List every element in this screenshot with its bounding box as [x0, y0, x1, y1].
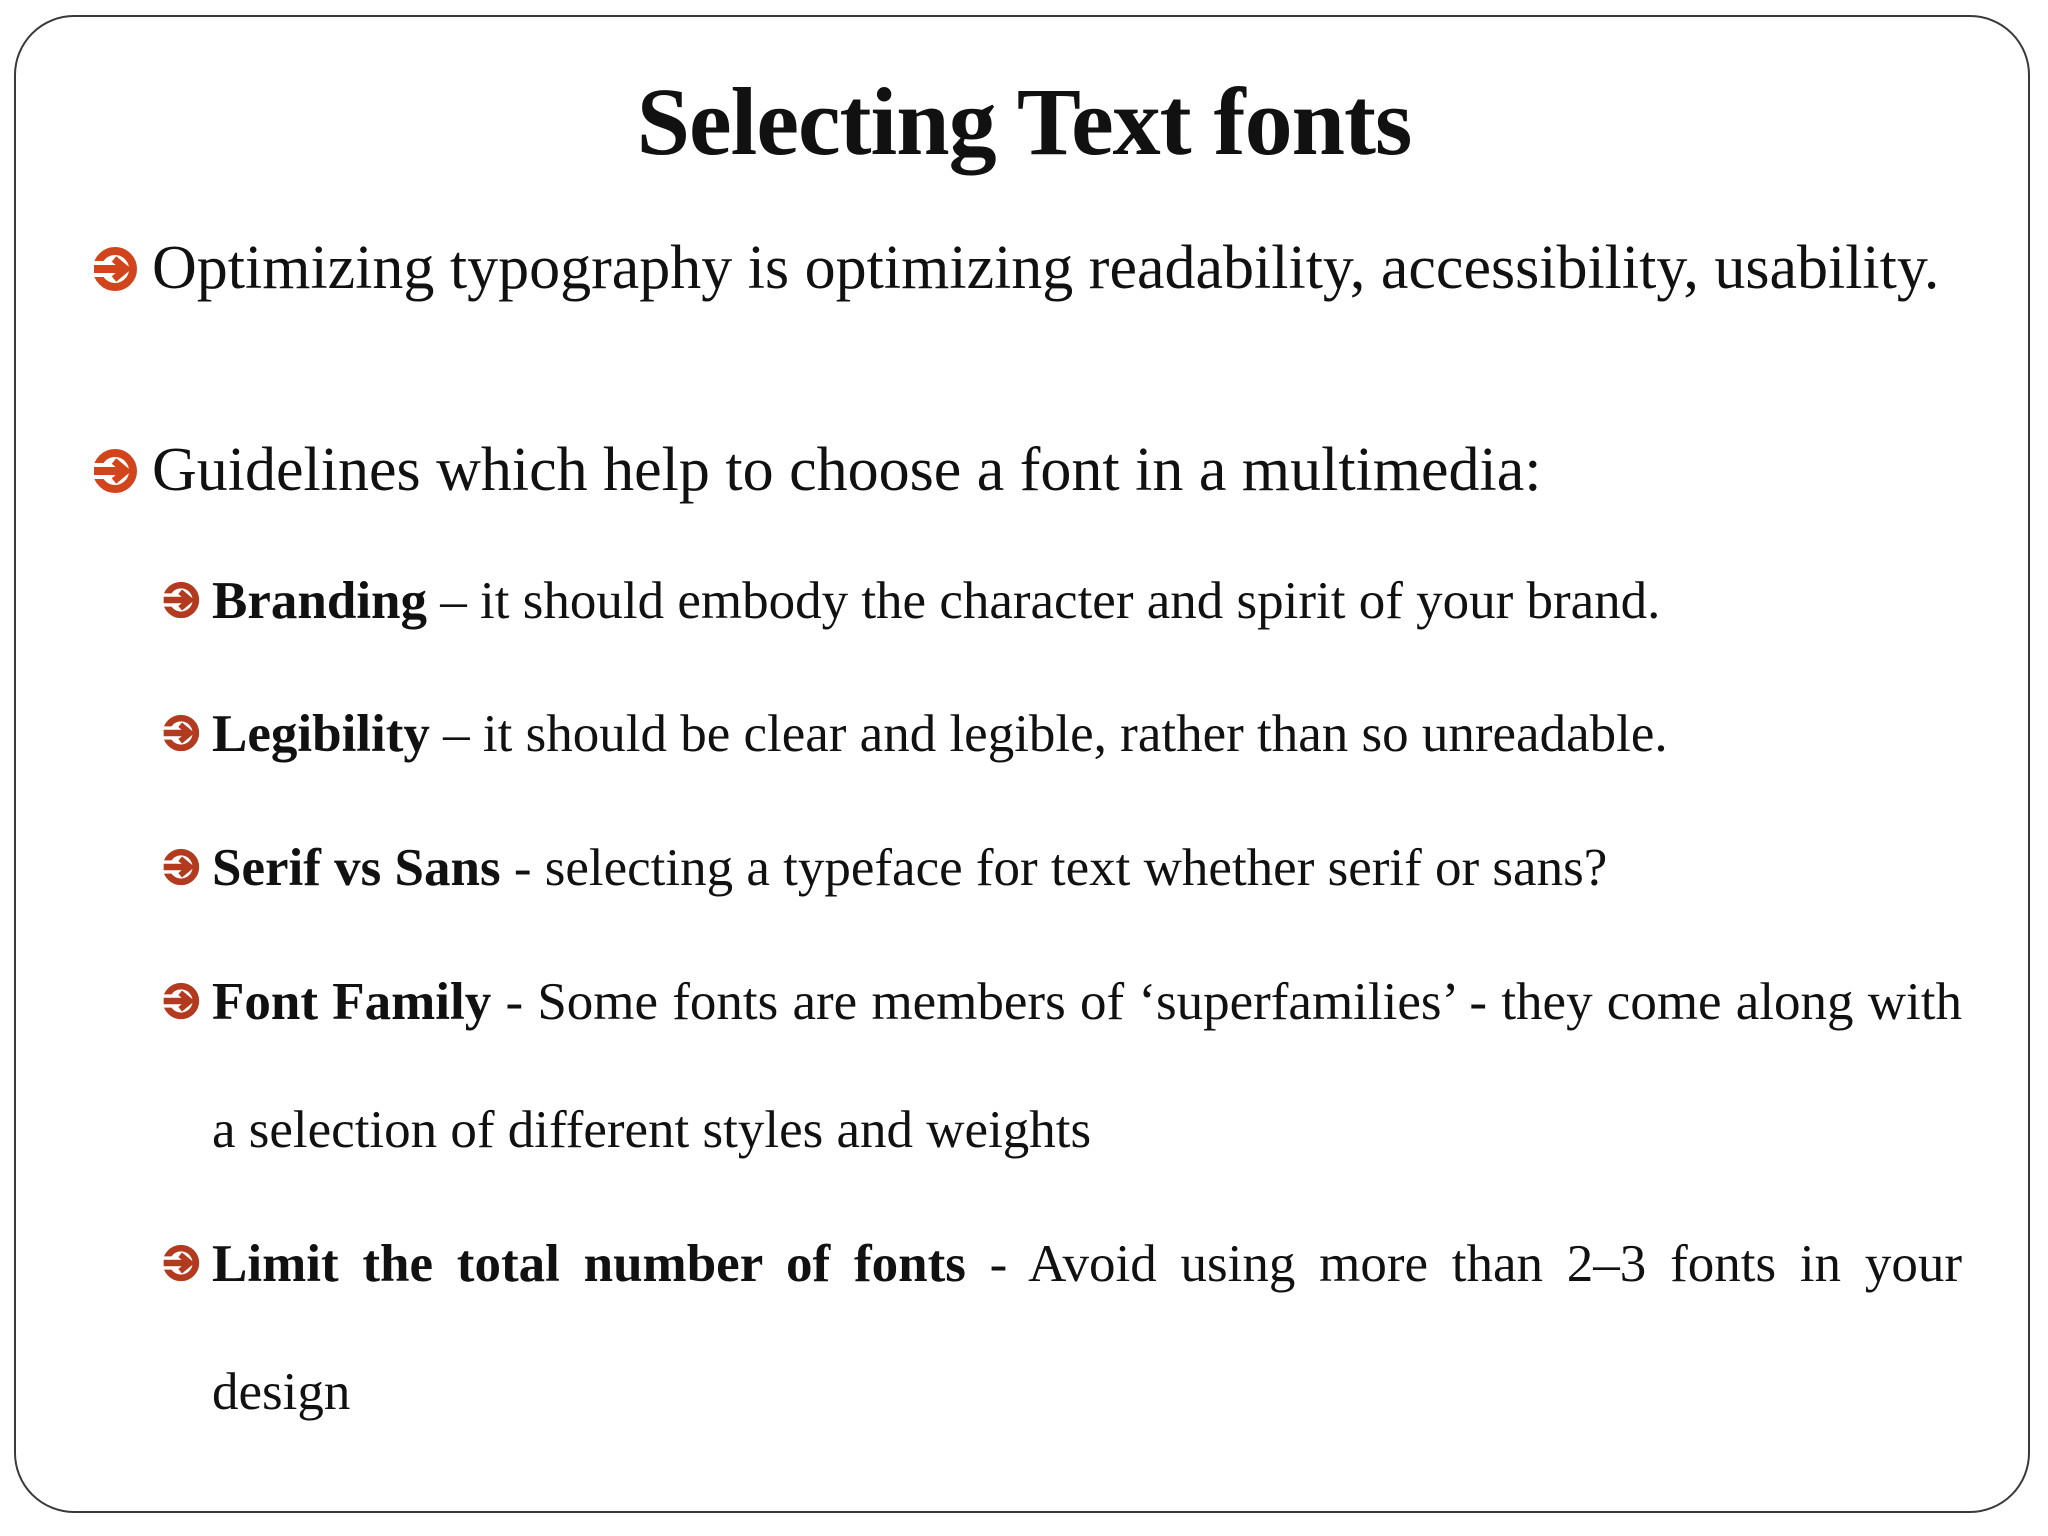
circled-arrow-right-icon	[92, 448, 152, 494]
sub-bullet-item	[162, 537, 1962, 665]
sub-bullet-item	[162, 938, 1962, 1194]
bullet-text: Optimizing typography is optimizing readability, accessibility, usability.	[152, 234, 1940, 302]
sub-bullet-description: - selecting a typeface for text whether serif or sans?	[500, 839, 1608, 897]
sub-bullet-text	[212, 537, 1962, 665]
sub-bullet-description: – it should be clear and legible, rather than so unreadable.	[429, 705, 1668, 763]
circled-arrow-right-icon	[162, 1244, 212, 1282]
sub-bullet-keyword: Font Family	[212, 973, 492, 1031]
sub-bullet-item	[162, 670, 1962, 798]
sub-bullet-keyword: Branding	[212, 572, 428, 630]
sub-bullet-keyword: Legibility	[212, 705, 430, 763]
circled-arrow-right-icon	[162, 982, 212, 1020]
sub-bullet-text	[212, 1200, 1962, 1456]
sub-bullet-keyword: Limit the total number of fonts	[212, 1235, 966, 1293]
sub-bullet-description: - Some fonts are members of ‘superfamilies’ - they come along with a selection of different styles and weights	[212, 973, 1963, 1159]
sub-bullet-text	[212, 670, 1962, 798]
circled-arrow-right-icon	[162, 848, 212, 886]
slide-title: Selecting Text fonts	[636, 68, 1412, 175]
sub-bullet-text	[212, 804, 1962, 932]
circled-arrow-right-icon	[92, 246, 152, 292]
sub-bullet-keyword: Serif vs Sans	[212, 839, 501, 897]
sub-bullet-description: - Avoid using more than 2–3 fonts in your design	[212, 1235, 1962, 1421]
sub-bullet-item	[162, 804, 1962, 932]
bullet-text: Guidelines which help to choose a font in a multimedia:	[152, 436, 1542, 504]
bullet-item	[92, 424, 1962, 516]
circled-arrow-right-icon	[162, 714, 212, 752]
circled-arrow-right-icon	[162, 581, 212, 619]
sub-bullet-item	[162, 1200, 1962, 1456]
bullet-item	[92, 222, 1962, 314]
sub-bullet-description: – it should embody the character and spirit of your brand.	[427, 572, 1661, 630]
sub-bullet-text	[212, 938, 1962, 1194]
